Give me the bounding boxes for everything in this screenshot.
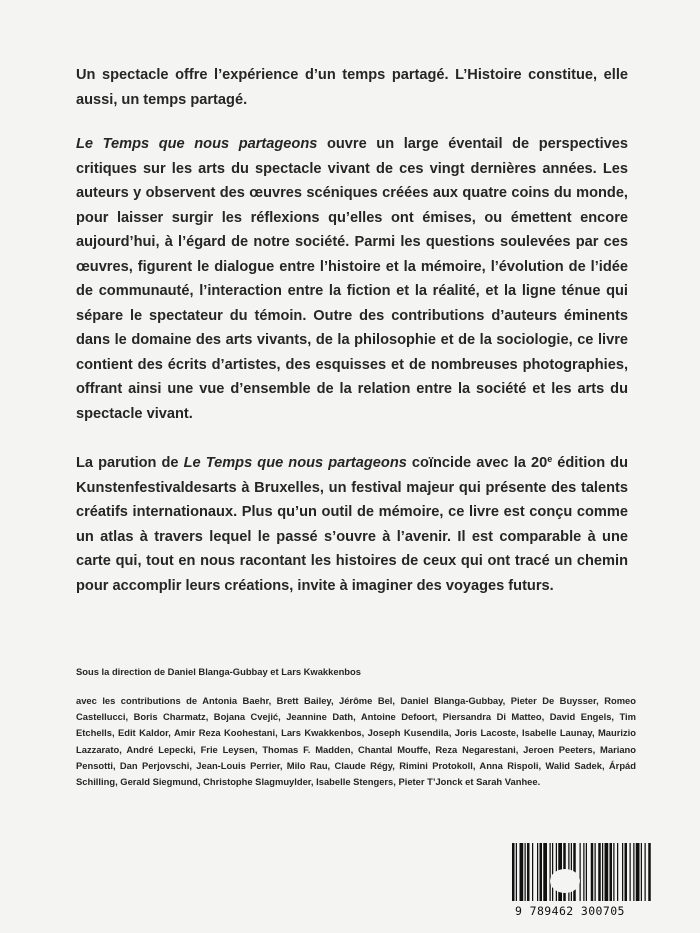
barcode-bar xyxy=(527,843,530,901)
barcode-digits: 9 789462 300705 xyxy=(515,904,625,918)
barcode-bar xyxy=(617,843,618,901)
barcode-bar xyxy=(525,843,526,901)
barcode-bar xyxy=(641,843,642,901)
barcode-bar xyxy=(512,843,515,901)
publication-book-title: Le Temps que nous partageons xyxy=(183,455,407,471)
price-sticker-mark xyxy=(550,869,580,893)
description-text: ouvre un large éventail de perspectives critiques sur les arts du spectacle vivant de ces vingt dernières années. Les auteurs y observent des œuvres scéniques créées aux quatre coins du monde, pour laisser surgir les réflexions qu’elles ont émises, ou émettent encore aujourd’hui, à l’égard de notre société. Parmi les questions soulevées par ces œuvres, figurent le dialogue entre l’histoire et la mémoire, l’évolution de l’idée de communauté, l’interaction entre la fiction et la réalité, et la ligne ténue qui sépare le spectateur du témoin. Outre des contributions d’auteurs éminents dans le domaine des arts vivants, de la philosophie et de la sociologie, ce livre contient des écrits d’artistes, des esquisses et de nombreuses photographies, offrant ainsi une vue d’ensemble de la relation entre la société et les arts du spectacle vivant. xyxy=(76,136,628,422)
barcode-bar xyxy=(625,843,628,901)
publication-lead: La parution de xyxy=(76,455,184,471)
barcode-bar xyxy=(605,843,609,901)
barcode-bar xyxy=(583,843,584,901)
book-title-italic: Le Temps que nous partageons xyxy=(76,136,318,152)
barcode-bar xyxy=(602,843,603,901)
barcode-bar xyxy=(552,843,553,901)
publication-text: édition du Kunstenfestivaldesarts à Bruxelles, un festival majeur qui présente des talents créatifs internationaux. Plus qu’un outil de mémoire, ce livre est conçu comme un atlas à travers lequel le passé s’ouvre à l’avenir. Il est comparable à une carte qui, tout en nous racontant les histoires de ceux qui ont tracé un chemin pour accomplir leurs créations, invite à imaginer des voyages futurs. xyxy=(76,455,629,594)
publication-paragraph xyxy=(76,451,628,598)
barcode-bar xyxy=(540,843,543,901)
barcode-bar xyxy=(532,843,533,901)
barcode-bar xyxy=(633,843,634,901)
intro-text: Un spectacle offre l’expérience d’un temps partagé. L’Histoire constitue, elle aussi, un temps partagé. xyxy=(76,67,628,108)
barcode-bar xyxy=(520,843,524,901)
barcode-bar xyxy=(613,843,614,901)
intro-paragraph xyxy=(76,63,628,112)
barcode-bar xyxy=(543,843,547,901)
barcode-bar xyxy=(550,843,551,901)
isbn-barcode xyxy=(510,843,700,925)
barcode-bar xyxy=(598,843,601,901)
barcode-icon xyxy=(510,843,700,905)
contributors-list: avec les contributions de Antonia Baehr, Brett Bailey, Jérôme Bel, Daniel Blanga-Gubbay, Pieter De Buysser, Romeo Castellucci, Boris Charmatz, Bojana Cvejić, Jeannine Dath, Antoine Defoort, Piersandra Di Matteo, David Engels, Tim Etchells, Edit Kaldor, Amir Reza Koohestani, Lars Kwakkenbos, Joseph Kusendila, Joris Lacoste, Isabelle Launay, Maurizio Lazzarato, André Lepecki, Frie Leysen, Thomas F. Madden, Chantal Mouffe, Reza Negarestani, Jeroen Peeters, Mariano Pensotti, Dan Perjovschi, Jean-Louis Perrier, Milo Rau, Claude Régy, Rimini Protokoll, Anna Rispoli, Walid Sadek, Árpád Schilling, Gerald Siegmund, Christophe Slagmuylder, Isabelle Stengers, Pieter T’Jonck et Sarah Vanhee. xyxy=(76,695,636,788)
barcode-bar xyxy=(636,843,640,901)
barcode-bar xyxy=(580,843,581,901)
barcode-bar xyxy=(516,843,517,901)
barcode-bar xyxy=(595,843,596,901)
barcode-bar xyxy=(610,843,613,901)
edition-superscript: e xyxy=(547,454,553,464)
barcode-bar xyxy=(630,843,631,901)
barcode-bar xyxy=(586,843,587,901)
publication-mid: coïncide avec la 20 xyxy=(406,455,548,471)
barcode-bar xyxy=(645,843,646,901)
barcode-bar xyxy=(648,843,651,901)
barcode-bar xyxy=(591,843,594,901)
barcode-bar xyxy=(622,843,623,901)
description-paragraph xyxy=(76,132,628,426)
editors-credit: Sous la direction de Daniel Blanga-Gubbay et Lars Kwakkenbos xyxy=(76,666,361,677)
barcode-bar xyxy=(537,843,538,901)
